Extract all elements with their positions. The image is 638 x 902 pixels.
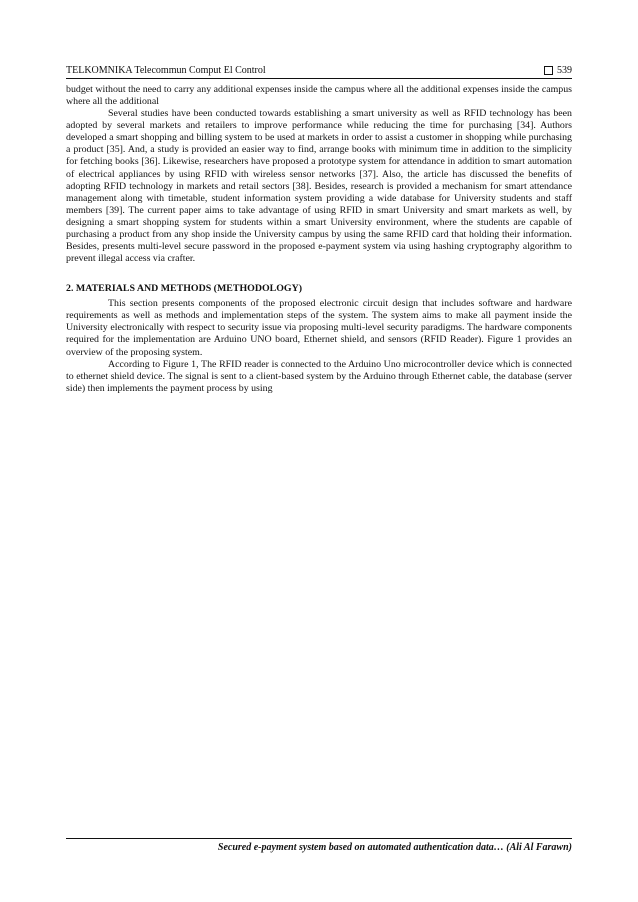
- header-rule: [66, 78, 572, 79]
- body-text: [66, 84, 572, 395]
- paragraph-related-work: Several studies have been conducted towards establishing a smart university as well as RFID technology has been adopted by several markets and retailers to improve performance while reducing the time for purchasing [34]. Authors developed a smart shopping and billing system to be used at markets in order to assist a customer in shopping while purchasing a product [35]. And, a study is provided an easier way to find, arrange books with minimum time in addition to the simplicity for fetching books [36]. Likewise, researchers have proposed a prototype system for attendance in addition to smart automation of electrical appliances by using RFID with wireless sensor networks [37]. Also, the article has discussed the benefits of adopting RFID technology in markets and retail sectors [38]. Besides, research is provided a mechanism for smart attendance management along with timetable, student information system providing a wide database for University students and staff members [39]. The current paper aims to take advantage of using RFID in smart University and smart markets as well, by designing a smart shopping system for students within a smart University environment, where the students are capable of purchasing a product from any shop inside the University campus by using the same RFID card that holding their information. Besides, presents multi-level secure password in the proposed e-payment system via using hashing cryptography algorithm to prevent illegal access via crafter.: [66, 108, 572, 265]
- journal-title: TELKOMNIKA Telecommun Comput El Control: [66, 65, 266, 76]
- footer-rule: [66, 838, 572, 839]
- page-header: [66, 60, 572, 76]
- page-number-group: [544, 65, 572, 76]
- paragraph-intro-continued: budget without the need to carry any additional expenses inside the campus where all the additional expenses inside the campus where all the additional: [66, 84, 572, 108]
- running-footer: Secured e-payment system based on automated authentication data… (Ali Al Farawn): [217, 842, 572, 853]
- square-box-icon: [544, 66, 553, 75]
- page-number: 539: [557, 65, 572, 76]
- paragraph-methods-overview: This section presents components of the proposed electronic circuit design that includes software and hardware requirements as well as methods and implementation steps of the system. The system aims to make all payment inside the University electronically with respect to security issue via proposing multi-level security paradigms. The hardware components required for the implementation are Arduino UNO board, Ethernet shield, and sensors (RFID Reader). Figure 1 provides an overview of the proposing system.: [66, 298, 572, 358]
- paragraph-methods-figure1: According to Figure 1, The RFID reader is connected to the Arduino Uno microcontroller device which is connected to ethernet shield device. The signal is sent to a client-based system by the Arduino through Ethernet cable, the database (server side) then implements the payment process by using: [66, 358, 572, 394]
- section-heading-methods: 2. MATERIALS AND METHODS (METHODOLOGY): [66, 283, 303, 295]
